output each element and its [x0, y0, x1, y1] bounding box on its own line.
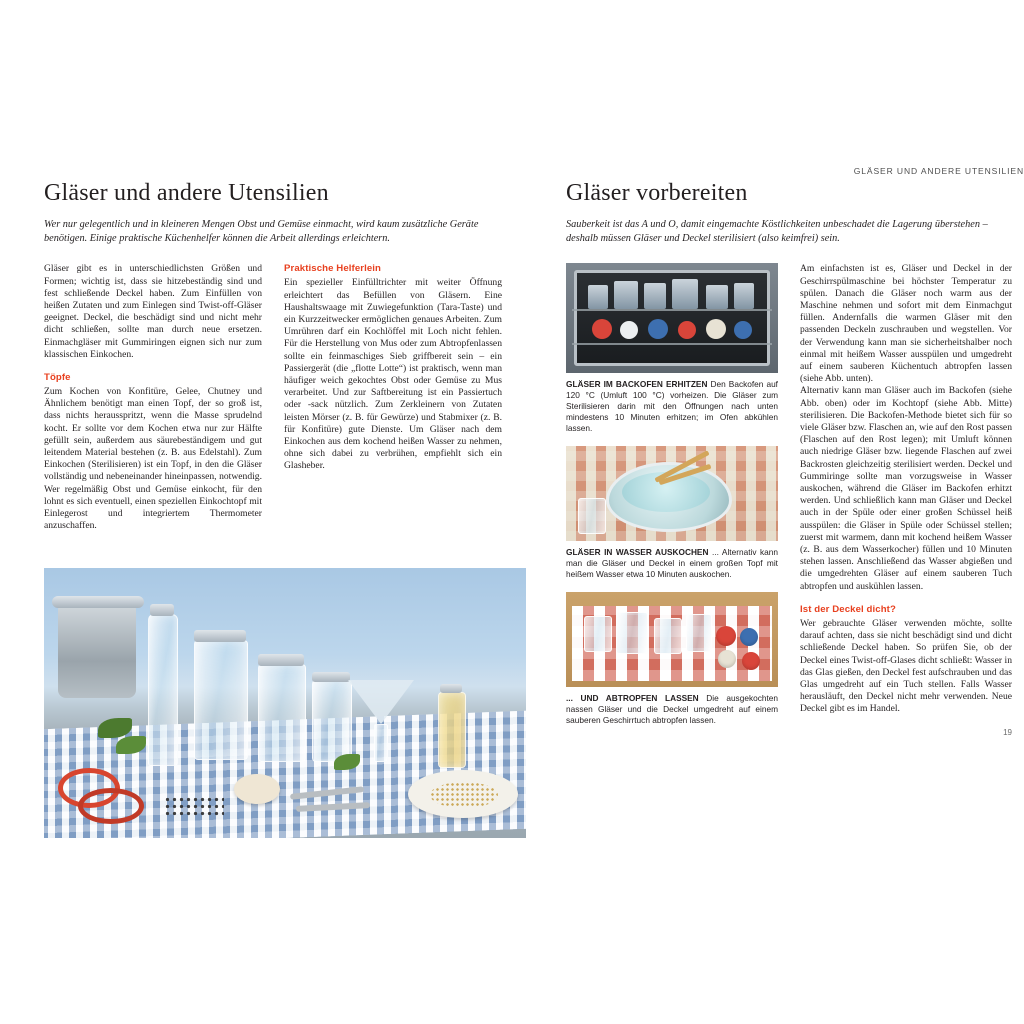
photo-jars-draining-on-towel: [566, 592, 778, 687]
paragraph: Wer gebrauchte Gläser verwenden möchte, sollte darauf achten, dass sie nicht beschädigt sind und dicht schließende Deckel haben. So prüfen Sie, ob der Deckel eines Twist-off-Glases dicht schließt: Wasser in das Glas gießen, den Deckel fest aufschrauben und das Glas umgedreht auf ein Tuch stellen. Falls Wasser herausläuft, den Deckel nicht mehr verwenden. Neue Deckel gibt es im Handel.: [800, 617, 1012, 715]
figures-column: [566, 263, 778, 741]
subheading-toepfe: Töpfe: [44, 372, 71, 384]
paragraph: Alternativ kann man Gläser auch im Backofen (siehe Abb. oben) oder im Kochtopf (siehe Abb. Mitte) sterilisieren. Die Backofen-Methode bietet sich für so viele Gläser bzw. Flaschen an, wie auf den Rost passen (Flaschen auf den Rost legen); mit Umluft können auch niedrige Gläser bzw. liegende Flaschen auf zwei Backrosten gleichzeitig sterilisiert werden. Deckel und Gummiringe sollte man vorzugsweise in Wasser auskochen, während die Gläser im Backofen erhitzt werden. Und schließlich kann man Gläser und Deckel auch in der Spüle oder einer großen Schüssel heiß ausspülen: die Gläser in Spüle oder Schüssel stellen; zuerst mit warmem, dann mit kochend heißem Wasser (z. B. aus dem Wasserkocher) füllen und 10 Minuten stehen lassen. Anschließend das Wasser abgießen und die umgedrehten Gläser auf einem sauberen Tuch abtropfen und auskühlen lassen.: [800, 385, 1012, 592]
caption-text: Die ausgekochten nassen Gläser und die Deckel umgedreht auf einem sauberen Geschirrtuch abtropfen lassen.: [566, 693, 778, 726]
figure-caption: [566, 693, 778, 726]
caption-text: Den Backofen auf 120 °C (Umluft 100 °C) vorheizen. Die Gläser zum Sterilisieren darin mit den Öffnungen nach unten mindestens 10 Minuten erhitzen; im Ofen abkühlen lassen.: [566, 379, 778, 434]
left-column-1: [44, 263, 262, 532]
figure-caption: [566, 379, 778, 434]
figure-towel: [566, 592, 778, 726]
right-columns: [566, 263, 1024, 741]
left-column-2: [284, 263, 502, 532]
photo-jars-in-oven: [566, 263, 778, 373]
caption-lead: ... UND ABTROPFEN LASSEN: [566, 693, 699, 704]
caption-lead: GLÄSER IM BACKOFEN ERHITZEN: [566, 379, 708, 390]
page-deck-right: Sauberkeit ist das A und O, damit eingemachte Köstlichkeiten unbeschadet die Lagerung überstehen – deshalb müssen Gläser und Deckel sterilisiert (also keimfrei) sein.: [566, 219, 988, 245]
subheading-praktische-helferlein: Praktische Helferlein: [284, 263, 382, 275]
paragraph: Am einfachsten ist es, Gläser und Deckel in der Geschirrspülmaschine bei höchster Temperatur zu spülen. Danach die Gläser noch warm aus der Maschine nehmen und sofort mit dem Einmachgut füllen. Andernfalls die warmen Gläser mit den passenden Deckeln zuschrauben und wegstellen. Vor der Verwendung kann man sie sicherheitshalber noch einmal mit heißem Wasser ausspülen und umgedreht auf einem sauberen Küchentuch abtropfen lassen (siehe Abb. unten).: [800, 263, 1012, 385]
figure-caption: [566, 547, 778, 580]
paragraph: Zum Kochen von Konfitüre, Gelee, Chutney und Ähnlichem benötigt man einen Topf, der so groß ist, dass nichts herausspritzt, wenn die Masse sprudelnd kocht. Er sollte vor dem Kochen etwa nur zur Hälfte gefüllt sein, außerdem aus säurebeständigem und gut leitendem Material bestehen (z. B. aus Edelstahl). Zum Einkochen (Sterilisieren) ist ein Topf, in den die Gläser vollständig und nebeneinander hineinpassen, notwendig. Wer regelmäßig Obst und Gemüse einkocht, für den lohnt es sich eventuell, einen speziellen Einkochtopf mit Einlegerost und integriertem Thermometer anzuschaffen.: [44, 386, 262, 532]
right-text-column: [800, 263, 1012, 741]
caption-text: ... Alternativ kann man die Gläser und Deckel in einem großen Topf mit heißem Wasser etwa 10 Minuten auskochen.: [566, 547, 778, 580]
page-deck: Wer nur gelegentlich und in kleineren Mengen Obst und Gemüse einmacht, wird kaum zusätzliche Geräte benötigen. Einige praktische Küchenhelfer können die Arbeit allerdings erleichtern.: [44, 219, 479, 245]
photo-artwork: [44, 568, 526, 838]
left-page: [44, 180, 526, 532]
running-head: GLÄSER UND ANDERE UTENSILIEN: [853, 166, 1024, 176]
photo-jars-boiling-in-pot: [566, 446, 778, 541]
paragraph: Gläser gibt es in unterschiedlichsten Größen und Formen; wichtig ist, dass sie hitzebeständig sind und fest schließende Deckel haben. Zum Einfüllen von heißen Zutaten und zum Einlegen sind Twist-off-Gläser geeignet. Deckel, die beschädigt sind und nicht mehr dicht schließen, sollte man durch neue ersetzen. Einmachgläser mit Gummiringen eignen sich nur zum klassischen Einkochen.: [44, 263, 262, 360]
figure-pot: [566, 446, 778, 580]
subheading-ist-der-deckel-dicht: Ist der Deckel dicht?: [800, 603, 896, 615]
figure-oven: [566, 263, 778, 434]
photo-utensils-on-table: [44, 568, 526, 838]
right-page: [566, 166, 1024, 742]
caption-lead: GLÄSER IN WASSER AUSKOCHEN: [566, 547, 709, 558]
page-number: 19: [1003, 727, 1012, 737]
page-title: Gläser und andere Utensilien: [44, 180, 329, 206]
paragraph: Ein spezieller Einfülltrichter mit weiter Öffnung erleichtert das Befüllen von Gläsern. Eine Haushaltswaage mit Zuwiegefunktion (Tara-Taste) und ein Kurzzeitwecker ermöglichen genaues Arbeiten. Zum Umrühren darf ein Kochlöffel mit Loch nicht fehlen. Für die Herstellung von Mus oder zum Abtropfenlassen sollte ein feinmaschiges Sieb griffbereit sein – ein Passiergerät (die „flotte Lotte“) ist praktisch, wenn man häufiger weich gekochtes Obst oder Gemüse zu Mus verarbeitet. Und zur Saftbereitung ist ein Passiertuch oder -sack nützlich. Zum Zerkleinern von Zutaten leisten Mörser (z. B. für Gewürze) und Stabmixer (z. B. für Konfitüre) gute Dienste. Um Gläser nach dem Einkochen aus dem kochend heißen Wasser zu nehmen, ohne sich dabei zu verbrühen, empfiehlt sich ein Glasheber.: [284, 277, 502, 472]
page-title-right: Gläser vorbereiten: [566, 180, 748, 206]
left-columns: [44, 263, 526, 532]
